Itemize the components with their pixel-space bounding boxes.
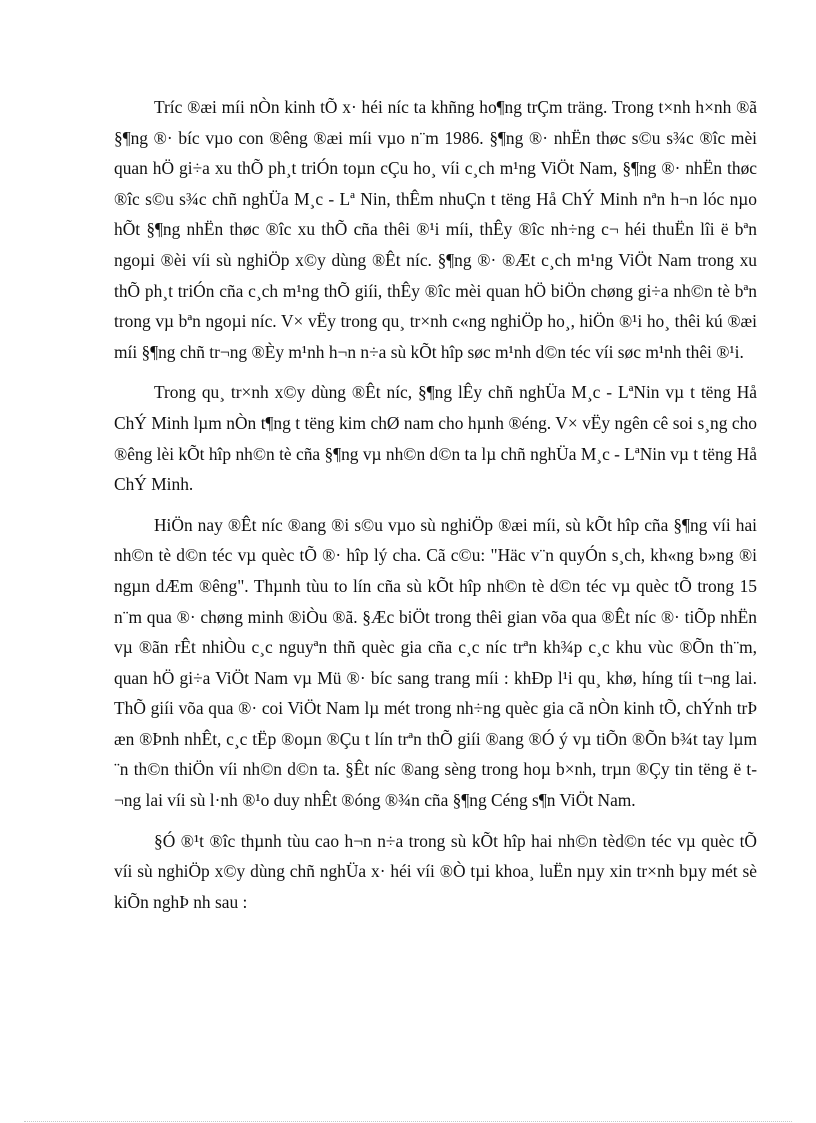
page-bottom-border [24,1121,792,1122]
paragraph-1: Tríc ®æi míi nÒn kinh tÕ x· héi níc ta khñng ho¶ng trÇm träng. Trong t×nh h×nh ®ã §¶ng ®· bíc vµo con ®êng ®æi míi vµo n¨m 1986. §¶ng ®· nhËn thøc s©u s¾c ®îc mèi quan hÖ gi÷a xu thÕ ph¸t triÓn toµn cÇu ho¸ víi c¸ch m¹ng ViÖt Nam, §¶ng ®· nhËn thøc ®îc s©u s¾c chñ nghÜa M¸c - Lª Nin, thÊm nhuÇn t tëng Hå ChÝ Minh nªn h¬n lóc nµo hÕt §¶ng nhËn thøc ®îc xu thÕ cña thêi ®¹i míi, thÊy ®îc nh÷ng c¬ héi thuËn lîi ë bªn ngoµi ®èi víi sù nghiÖp x©y dùng ®Êt níc. §¶ng ®· ®Æt c¸ch m¹ng ViÖt Nam trong xu thÕ ph¸t triÓn cña c¸ch m¹ng thÕ giíi, thÊy ®îc mèi quan hÖ biÖn chøng gi÷a nh©n tè bªn trong vµ bªn ngoµi níc. V× vËy trong qu¸ tr×nh c«ng nghiÖp ho¸, hiÖn ®¹i ho¸ thêi kú ®æi míi §¶ng chñ tr¬ng ®Èy m¹nh h¬n n÷a sù kÕt hîp søc m¹nh d©n téc víi søc m¹nh thêi ®¹i. [114,97,757,362]
paragraph-2: Trong qu¸ tr×nh x©y dùng ®Êt níc, §¶ng lÊy chñ nghÜa M¸c - LªNin vµ t tëng Hå ChÝ Minh lµm nÒn t¶ng t tëng kim chØ nam cho hµnh ®éng. V× vËy ngên cê soi s¸ng cho ®êng lèi kÕt hîp nh©n tè cña §¶ng vµ nh©n d©n ta lµ chñ nghÜa M¸c - LªNin vµ t tëng Hå ChÝ Minh. [114,382,757,495]
document-body [114,92,757,917]
paragraph-4: §Ó ®¹t ®îc thµnh tùu cao h¬n n÷a trong sù kÕt hîp hai nh©n tèd©n téc vµ quèc tÕ víi sù nghiÖp x©y dùng chñ nghÜa x· héi víi ®Ò tµi khoa¸ luËn nµy xin tr×nh bµy mét sè kiÕn nghÞ nh sau : [114,830,757,912]
paragraph-3: HiÖn nay ®Êt níc ®ang ®i s©u vµo sù nghiÖp ®æi míi, sù kÕt hîp cña §¶ng víi hai nh©n tè d©n téc vµ quèc tÕ ®· hîp lý cha. Cã c©u: "Häc v¨n quyÓn s¸ch, kh«ng b»ng ®i ngµn dÆm ®êng". Thµnh tùu to lín cña sù kÕt hîp nh©n tè d©n téc vµ quèc tÕ trong 15 n¨m qua ®· chøng minh ®iÒu ®ã. §Æc biÖt trong thêi gian võa qua ®Êt níc ®· tiÕp nhËn vµ ®ãn rÊt nhiÒu c¸c nguyªn thñ quèc gia cña c¸c níc trªn kh¾p c¸c khu vùc ®Õn th¨m, quan hÖ gi÷a ViÖt Nam vµ Mü ®· bíc sang trang míi : khÐp l¹i qu¸ khø, híng tíi t¬ng lai. ThÕ giíi võa qua ®· coi ViÖt Nam lµ mét trong nh÷ng quèc gia cã nÒn kinh tÕ, chÝnh trÞ æn ®Þnh nhÊt, c¸c tËp ®oµn ®Çu t lín trªn thÕ giíi ®ang ®Ó ý vµ tiÕn ®Õn b¾t tay lµm ¨n th©n thiÖn víi nh©n d©n ta. §Êt níc ®ang sèng trong hoµ b×nh, trµn ®Çy tin tëng ë t¬ng lai víi sù l·nh ®¹o duy nhÊt ®óng ®¾n cña §¶ng Céng s¶n ViÖt Nam. [114,514,757,811]
